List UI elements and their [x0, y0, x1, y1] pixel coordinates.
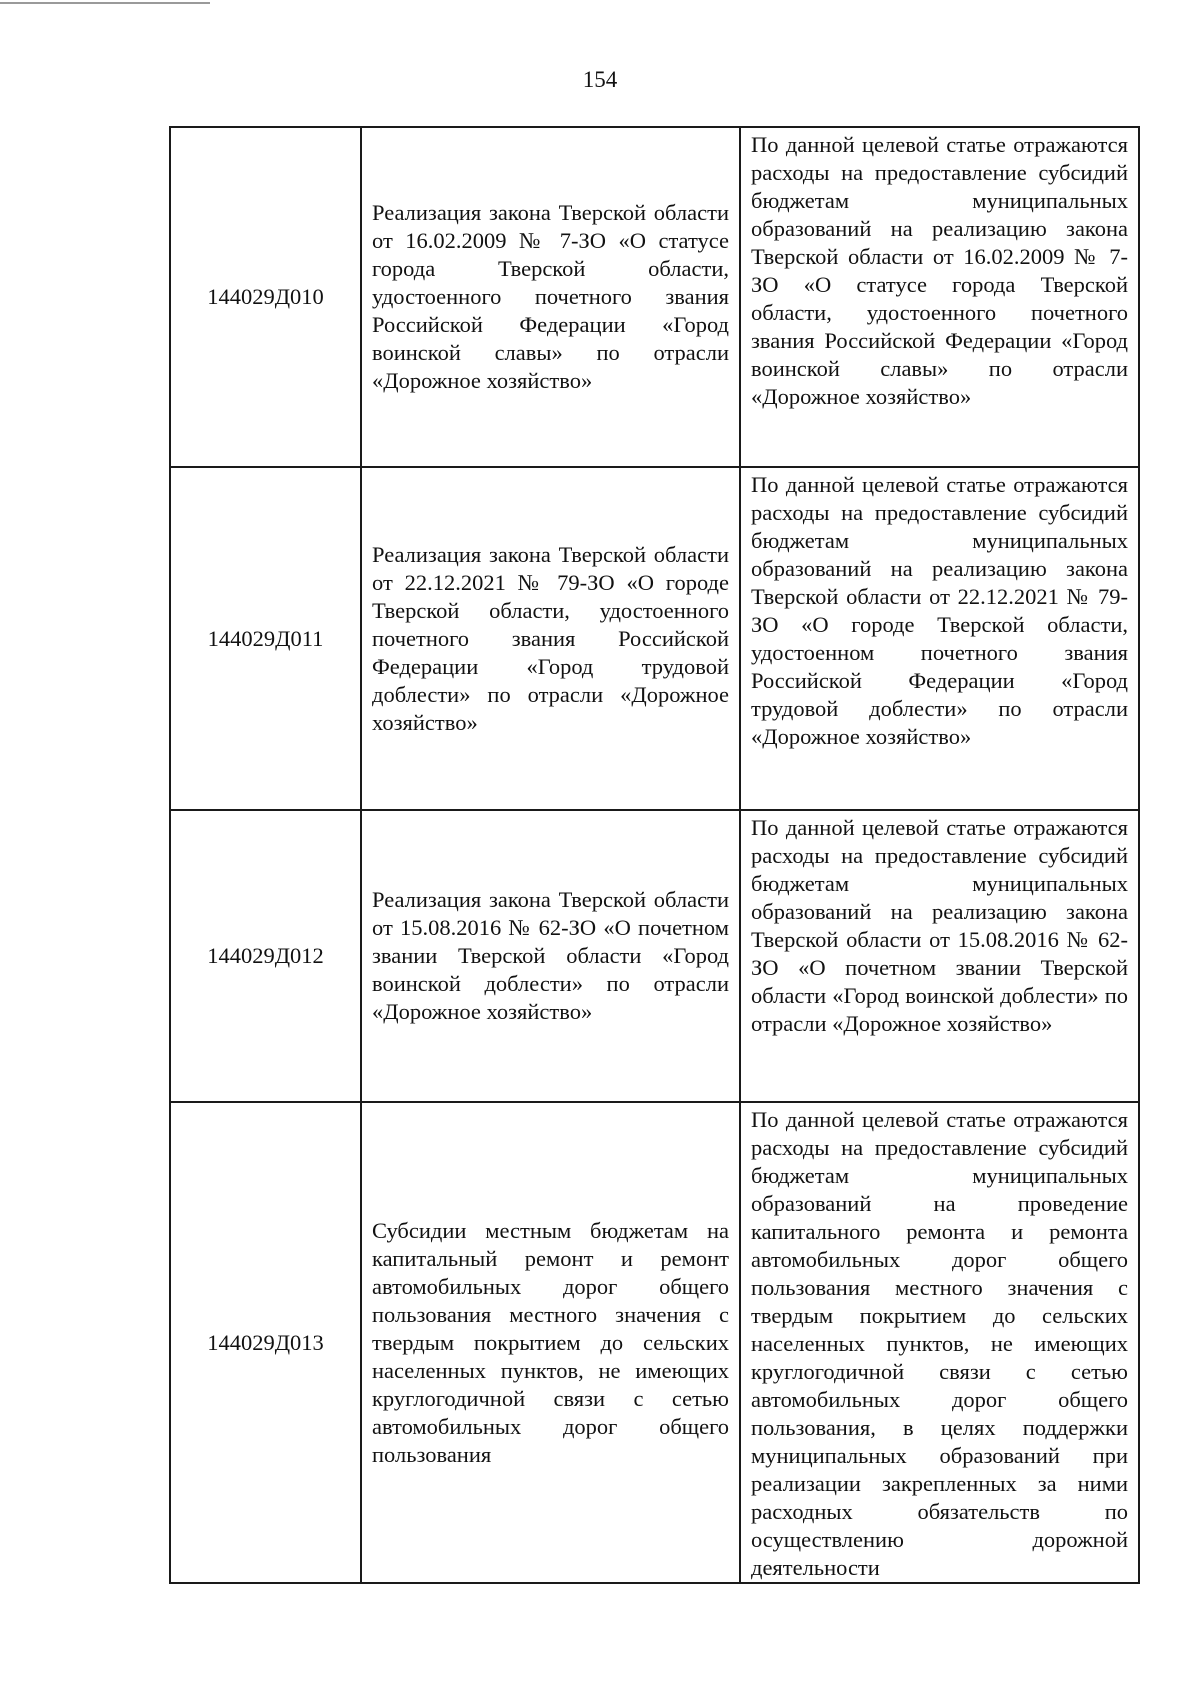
- article-name: Реализация закона Тверской области от 15.08.2016 № 62-ЗО «О почетном звании Тверской области «Город воинской доблести» по отрасли «Дорожное хозяйство»: [361, 810, 740, 1102]
- page-number: 154: [582, 67, 618, 92]
- article-name: Реализация закона Тверской области от 16.02.2009 № 7-ЗО «О статусе города Тверской области, удостоенного почетного звания Российской Федерации «Город воинской славы» по отрасли «Дорожное хозяйство»: [361, 127, 740, 467]
- article-description: По данной целевой статье отражаются расходы на предоставление субсидий бюджетам муниципальных образований на реализацию закона Тверской области от 16.02.2009 № 7-ЗО «О статусе города Тверской области, удостоенного почетного звания Российской Федерации «Город воинской славы» по отрасли «Дорожное хозяйство»: [740, 127, 1139, 467]
- article-code: 144029Д011: [170, 467, 361, 810]
- article-code: 144029Д012: [170, 810, 361, 1102]
- article-description: По данной целевой статье отражаются расходы на предоставление субсидий бюджетам муниципальных образований на проведение капитального ремонта и ремонта автомобильных дорог общего пользования местного значения с твердым покрытием до сельских населенных пунктов, не имеющих круглогодичной связи с сетью автомобильных дорог общего пользования, в целях поддержки муниципальных образований при реализации закрепленных за ними расходных обязательств по осуществлению дорожной деятельности: [740, 1102, 1139, 1583]
- article-description: По данной целевой статье отражаются расходы на предоставление субсидий бюджетам муниципальных образований на реализацию закона Тверской области от 15.08.2016 № 62-ЗО «О почетном звании Тверской области «Город воинской доблести» по отрасли «Дорожное хозяйство»: [740, 810, 1139, 1102]
- table-row: [170, 810, 1139, 1102]
- table-row: [170, 467, 1139, 810]
- scan-edge-artifact: [0, 2, 210, 4]
- article-code: 144029Д010: [170, 127, 361, 467]
- article-name: Субсидии местным бюджетам на капитальный ремонт и ремонт автомобильных дорог общего пользования местного значения с твердым покрытием до сельских населенных пунктов, не имеющих круглогодичной связи с сетью автомобильных дорог общего пользования: [361, 1102, 740, 1583]
- budget-articles-table: [169, 126, 1140, 1584]
- table-row: [170, 1102, 1139, 1583]
- article-description: По данной целевой статье отражаются расходы на предоставление субсидий бюджетам муниципальных образований на реализацию закона Тверской области от 22.12.2021 № 79-ЗО «О городе Тверской области, удостоенном почетного звания Российской Федерации «Город трудовой доблести» по отрасли «Дорожное хозяйство»: [740, 467, 1139, 810]
- table-row: [170, 127, 1139, 467]
- article-code: 144029Д013: [170, 1102, 361, 1583]
- article-name: Реализация закона Тверской области от 22.12.2021 № 79-ЗО «О городе Тверской области, удостоенного почетного звания Российской Федерации «Город трудовой доблести» по отрасли «Дорожное хозяйство»: [361, 467, 740, 810]
